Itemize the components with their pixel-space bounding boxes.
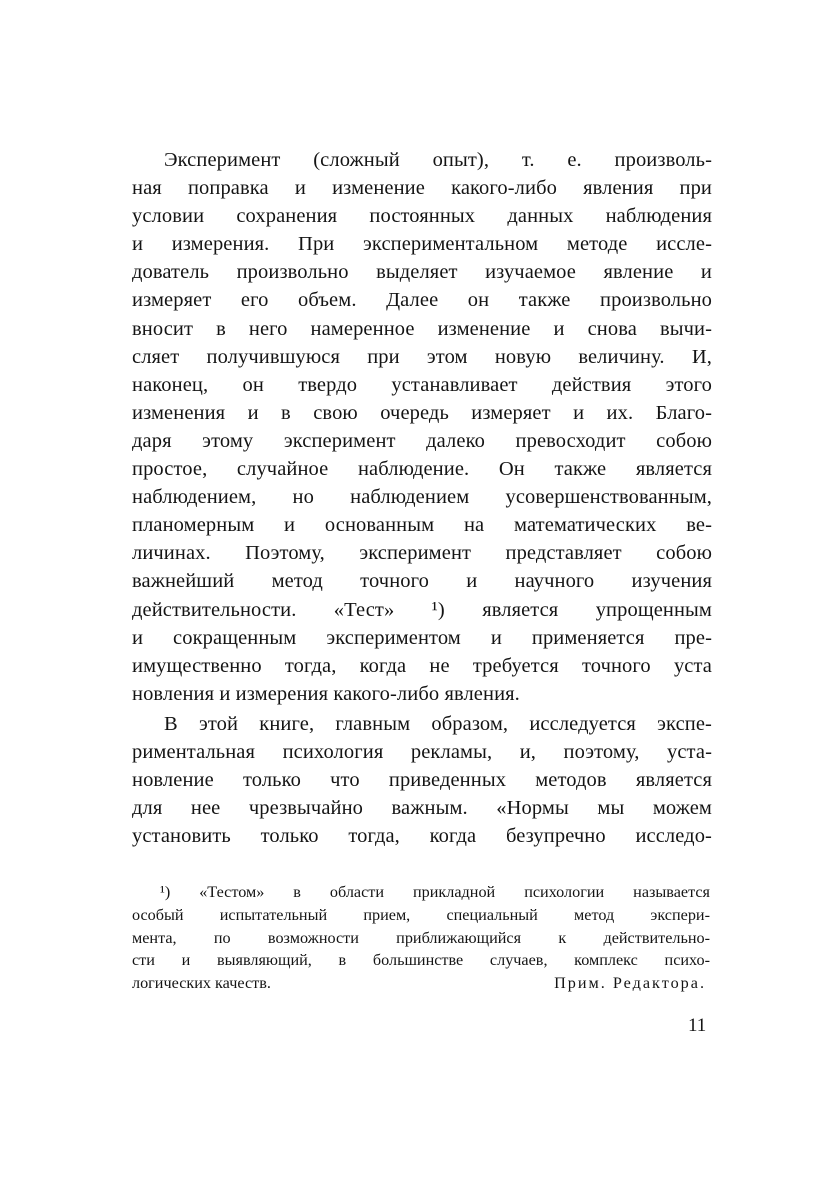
- text-line: даря этому эксперимент далеко превосходит собою: [132, 429, 712, 452]
- text-line: риментальная психология рекламы, и, поэтому, уста-: [132, 740, 712, 763]
- text-line: действительности. «Тест» ¹) является упрощенным: [132, 598, 712, 621]
- text-line: установить только тогда, когда безупречно исследо-: [132, 825, 712, 848]
- footnote-line: ¹) «Тестом» в области прикладной психологии называется: [160, 883, 710, 901]
- text-line: планомерным и основанным на математических ве-: [132, 514, 712, 537]
- footnote-line: сти и выявляющий, в большинстве случаев, комплекс психо-: [132, 951, 710, 970]
- text-line: сляет получившуюся при этом новую величину. И,: [132, 345, 712, 368]
- text-line: простое, случайное наблюдение. Он также является: [132, 458, 712, 481]
- footnote-line: логических качеств.: [132, 974, 271, 993]
- text-line: имущественно тогда, когда не требуется точного уста: [132, 654, 712, 677]
- footnote-line: особый испытательный прием, специальный метод экспери-: [132, 905, 710, 924]
- main-text: [132, 146, 712, 850]
- text-line: условии сохранения постоянных данных наблюдения: [132, 205, 712, 228]
- text-line: новление только что приведенных методов является: [132, 769, 712, 792]
- text-line: важнейший метод точного и научного изучения: [132, 570, 712, 593]
- text-line: наконец, он твердо устанавливает действия этого: [132, 373, 712, 396]
- text-line: Эксперимент (сложный опыт), т. е. произволь-: [164, 149, 712, 171]
- text-line: и сокращенным экспериментом и применяется пре-: [132, 626, 712, 649]
- text-line: наблюдением, но наблюдением усовершенствованным,: [132, 486, 712, 509]
- footnote-last-line: [132, 972, 710, 995]
- paragraph-1: [132, 146, 712, 708]
- text-line: вносит в него намеренное изменение и снова вычи-: [132, 317, 712, 340]
- text-line: дователь произвольно выделяет изучаемое явление и: [132, 261, 712, 284]
- text-line: изменения и в свою очередь измеряет и их. Благо-: [132, 401, 712, 424]
- paragraph-2: [132, 710, 712, 850]
- footnote-line: мента, по возможности приближающийся к действительно-: [132, 928, 710, 947]
- page-number: 11: [688, 1015, 707, 1036]
- text-line: измеряет его объем. Далее он также произвольно: [132, 289, 712, 312]
- text-line: новления и измерения какого-либо явления.: [132, 682, 520, 705]
- text-line: и измерения. При экспериментальном методе иссле-: [132, 233, 712, 256]
- footnote: [132, 881, 710, 995]
- text-line: В этой книге, главным образом, исследуется экспе-: [164, 712, 712, 735]
- text-line: для нее чрезвычайно важным. «Нормы мы можем: [132, 797, 712, 820]
- editor-note: Прим. Редактора.: [554, 974, 706, 993]
- text-line: ная поправка и изменение какого-либо явления при: [132, 177, 712, 200]
- text-line: личинах. Поэтому, эксперимент представляет собою: [132, 542, 712, 565]
